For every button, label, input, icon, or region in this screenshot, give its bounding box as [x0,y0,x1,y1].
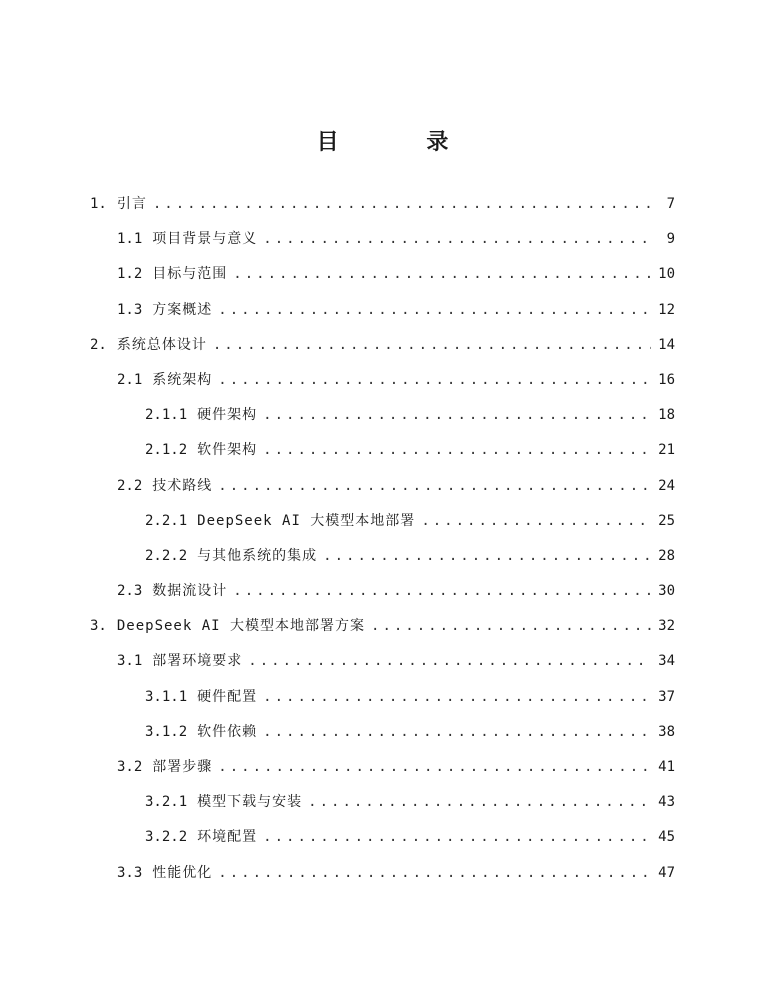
dot-leader [248,644,651,679]
toc-entry-page: 10 [658,266,675,283]
toc-entry[interactable] [0,820,765,855]
toc-entry-title: 性能优化 [152,864,213,881]
toc-entry-title: 软件架构 [197,442,258,459]
dot-leader [263,680,651,715]
toc-entry-number: 2.2 [117,477,143,494]
toc-entry-page: 38 [658,723,675,740]
dot-leader [263,715,651,750]
toc-entry[interactable] [0,328,765,363]
toc-entry-number: 3.1 [117,653,143,670]
dot-leader [213,328,651,363]
toc-entry-page: 32 [658,618,675,635]
toc-entry-page: 28 [658,547,675,564]
dot-leader [218,856,651,891]
toc-entry-number: 3.2.1 [145,794,188,811]
toc-entry-number: 1.2 [117,266,143,283]
toc-entry-page: 30 [658,583,675,600]
toc-entry-title: 技术路线 [152,477,213,494]
toc-entry-title: 环境配置 [197,829,258,846]
toc-entry-title: 与其他系统的集成 [197,547,318,564]
dot-leader [308,785,651,820]
toc-entry-page: 37 [658,688,675,705]
toc-entry-title: 软件依赖 [197,723,258,740]
toc-entry-number: 3.2.2 [145,829,188,846]
toc-entry-page: 24 [658,477,675,494]
toc-entry-title: 引言 [116,196,147,212]
toc-entry-number: 1.1 [117,231,143,248]
toc-entry-page: 21 [658,442,675,459]
toc-entry-page: 41 [658,759,675,775]
toc-entry-page: 45 [658,829,675,846]
toc-entry-page: 18 [658,407,675,424]
dot-leader [263,820,651,855]
dot-leader [153,187,651,222]
toc-entry-number: 2.2.2 [145,547,188,564]
dot-leader [218,469,651,504]
toc-entry-page: 7 [666,196,675,212]
toc-entry-page: 43 [658,794,675,811]
toc-title: 目 录 [316,129,489,155]
dot-leader [218,363,651,398]
dot-leader [263,433,651,468]
toc-entry-page: 25 [658,512,675,529]
toc-entry[interactable] [0,187,765,222]
toc-entry-number: 3.2 [117,759,143,775]
dot-leader [218,293,651,328]
toc-entry-page: 9 [666,231,675,248]
dot-leader [371,609,651,644]
toc-entry-number: 3.1.1 [145,688,188,705]
dot-leader [323,539,651,574]
toc-entry-title: 部署步骤 [152,759,213,775]
toc-entry-title: 硬件架构 [197,407,258,424]
toc-entry-title: 目标与范围 [152,266,228,283]
dot-leader [218,750,651,785]
toc-entry[interactable] [0,750,765,785]
toc-entry[interactable] [0,609,765,644]
toc-entry-title: 项目背景与意义 [152,231,258,248]
toc-entry-number: 2.3 [117,583,143,600]
toc-entry-number: 2.1.2 [145,442,188,459]
toc-entry-title: 模型下载与安装 [197,794,303,811]
toc-entry[interactable] [0,539,765,574]
dot-leader [263,222,651,257]
toc-entry-page: 16 [658,371,675,388]
toc-entry-number: 3.1.2 [145,723,188,740]
toc-entry[interactable] [0,504,765,539]
toc-entry-number: 2.1.1 [145,407,188,424]
toc-entry-title: 系统架构 [152,371,213,388]
toc-entry-title: 方案概述 [152,301,213,318]
toc-entry[interactable] [0,644,765,679]
toc-entry[interactable] [0,715,765,750]
toc-entry[interactable] [0,680,765,715]
toc-entry-title: 硬件配置 [197,688,258,705]
toc-entry[interactable] [0,363,765,398]
toc-entry-title: 系统总体设计 [116,336,207,353]
toc-entry-page: 34 [658,653,675,670]
toc-entry[interactable] [0,433,765,468]
dot-leader [233,574,651,609]
toc-entry-title: 数据流设计 [152,583,228,600]
toc-entry-number: 3. [90,618,107,635]
dot-leader [233,257,651,292]
toc-entry[interactable] [0,293,765,328]
toc-entry-number: 2. [90,336,107,353]
dot-leader [263,398,651,433]
toc-list [0,187,765,891]
toc-entry-page: 14 [658,336,675,353]
toc-entry-number: 1.3 [117,301,143,318]
toc-entry-page: 12 [658,301,675,318]
toc-entry-number: 2.1 [117,371,143,388]
toc-entry-title: 部署环境要求 [152,653,243,670]
toc-entry[interactable] [0,785,765,820]
toc-entry-page: 47 [658,864,675,881]
toc-entry[interactable] [0,257,765,292]
toc-entry[interactable] [0,398,765,433]
toc-entry-number: 3.3 [117,864,143,881]
toc-entry[interactable] [0,469,765,504]
toc-entry-title: DeepSeek AI 大模型本地部署方案 [116,618,366,635]
toc-entry-number: 1. [90,196,107,212]
dot-leader [421,504,651,539]
toc-entry[interactable] [0,574,765,609]
toc-entry[interactable] [0,856,765,891]
toc-entry[interactable] [0,222,765,257]
toc-entry-number: 2.2.1 [145,512,188,529]
toc-entry-title: DeepSeek AI 大模型本地部署 [197,512,416,529]
